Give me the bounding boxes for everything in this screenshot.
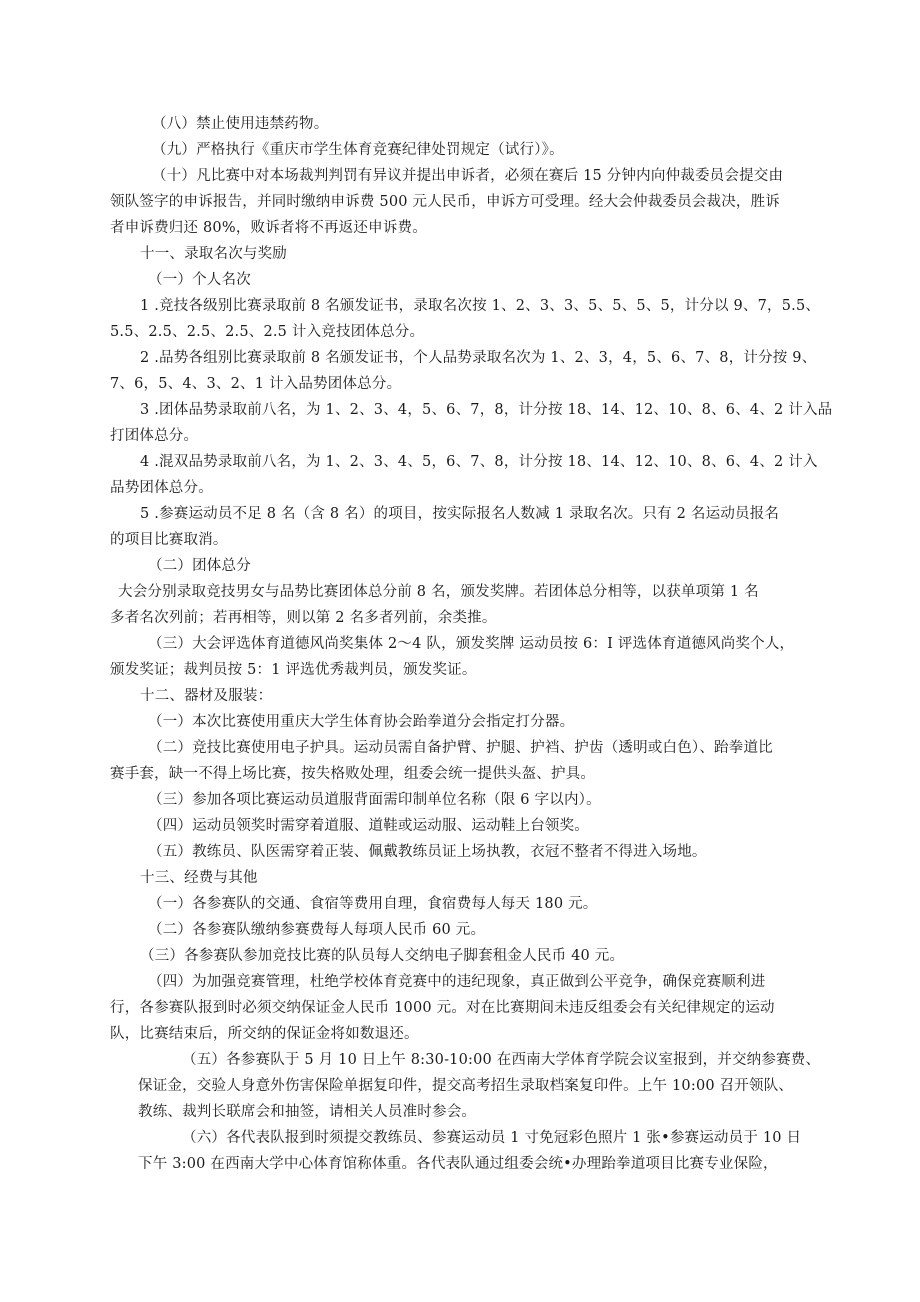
item-10-appeal-line-1: （十）凡比赛中对本场裁判判罚有异议并提出申诉者，必须在赛后 15 分钟内向仲裁委员会提交由 (152, 168, 784, 184)
fees-item-6-line-1: （六）各代表队报到时须提交教练员、参赛运动员 1 寸免冠彩色照片 1 张•参赛运动员于 10 日 (182, 1130, 802, 1146)
subsection-team-score: （二）团体总分 (148, 558, 251, 574)
fees-item-4-line-3: 队，比赛结束后，所交纳的保证金将如数退还。 (110, 1026, 419, 1042)
section-12-heading: 十二、器材及服装： (140, 688, 273, 704)
rule-1-line-2: 5.5、2.5、2.5、2.5、2.5 计入竞技团体总分。 (110, 324, 425, 340)
fees-item-6-line-2: 下午 3:00 在西南大学中心体育馆称体重。各代表队通过组委会统•办理跆拳道项目比赛专业保险， (138, 1156, 778, 1172)
equipment-item-3: （三）参加各项比赛运动员道服背面需印制单位名称（限 6 字以内）。 (148, 792, 601, 808)
equipment-item-5: （五）教练员、队医需穿着正装、佩戴教练员证上场执教，衣冠不整者不得进入场地。 (148, 844, 707, 860)
rule-5-line-1: 5 .参赛运动员不足 8 名（含 8 名）的项目，按实际报名人数减 1 录取名次。只有 2 名运动员报名 (140, 506, 780, 522)
item-9-discipline-rules: （九）严格执行《重庆市学生体育竞赛纪律处罚规定（试行）》。 (152, 142, 564, 158)
fees-item-2: （二）各参赛队缴纳参赛费每人每项人民币 60 元。 (148, 922, 486, 938)
subsection-individual-ranking: （一）个人名次 (148, 272, 251, 288)
item-8-banned-drugs: （八）禁止使用违禁药物。 (152, 116, 329, 132)
sportsmanship-award-line-2: 颁发奖证；裁判员按 5：1 评选优秀裁判员，颁发奖证。 (110, 662, 477, 678)
fees-item-5-line-3: 教练、裁判长联席会和抽签，请相关人员准时参会。 (138, 1104, 477, 1120)
item-10-appeal-line-2: 领队签字的申诉报告，并同时缴纳申诉费 500 元人民币，申诉方可受理。经大会仲裁委员会裁决，胜诉 (110, 194, 780, 210)
rule-2-line-1: 2 .品势各组别比赛录取前 8 名颁发证书，个人品势录取名次为 1、2、3，4，5、6、7、8，计分按 9、 (140, 350, 817, 366)
team-score-line-2: 多者名次列前；若再相等，则以第 2 名多者列前，余类推。 (110, 610, 497, 626)
item-10-appeal-line-3: 者申诉费归还 80%，败诉者将不再返还申诉费。 (110, 220, 427, 236)
rule-2-line-2: 7、6，5、4、3、2、1 计入品势团体总分。 (110, 376, 402, 392)
equipment-item-4: （四）运动员领奖时需穿着道服、道鞋或运动服、运动鞋上台领奖。 (148, 818, 589, 834)
fees-item-1: （一）各参赛队的交通、食宿等费用自理，食宿费每人每天 180 元。 (148, 896, 598, 912)
equipment-item-1: （一）本次比赛使用重庆大学生体育协会跆拳道分会指定打分器。 (148, 714, 575, 730)
fees-item-4-line-1: （四）为加强竞赛管理，杜绝学校体育竞赛中的违纪现象，真正做到公平竞争，确保竞赛顺利进 (148, 974, 766, 990)
rule-3-line-2: 打团体总分。 (110, 428, 199, 444)
sportsmanship-award-line-1: （三）大会评选体育道德风尚奖集体 2～4 队，颁发奖牌 运动员按 6：I 评选体育道德风尚奖个人， (148, 636, 795, 652)
rule-4-line-2: 品势团体总分。 (110, 480, 213, 496)
team-score-line-1: 大会分别录取竞技男女与品势比赛团体总分前 8 名，颁发奖牌。若团体总分相等，以获单项第 1 名 (118, 584, 759, 600)
fees-item-5-line-2: 保证金，交验人身意外伤害保险单据复印件，提交高考招生录取档案复印件。上午 10:00 召开领队、 (138, 1078, 794, 1094)
section-11-heading: 十一、录取名次与奖励 (140, 246, 287, 262)
rule-4-line-1: 4 .混双品势录取前八名，为 1、2、3、4、5，6、7、8，计分按 18、14、12、10、8、6、4、2 计入 (140, 454, 818, 470)
equipment-item-2-line-1: （二）竞技比赛使用电子护具。运动员需自备护臂、护腿、护裆、护齿（透明或白色）、跆拳道比 (148, 740, 773, 756)
fees-item-5-line-1: （五）各参赛队于 5 月 10 日上午 8:30-10:00 在西南大学体育学院会议室报到，并交纳参赛费、 (182, 1052, 821, 1068)
section-13-heading: 十三、经费与其他 (140, 870, 258, 886)
rule-3-line-1: 3 .团体品势录取前八名，为 1、2、3、4，5、6、7，8，计分按 18、14、12、10、8、6、4、2 计入品 (140, 402, 833, 418)
rule-5-line-2: 的项目比赛取消。 (110, 532, 228, 548)
equipment-item-2-line-2: 赛手套，缺一不得上场比赛，按失格败处理，组委会统一提供头盔、护具。 (110, 766, 596, 782)
rule-1-line-1: 1 .竞技各级别比赛录取前 8 名颁发证书，录取名次按 1、2、3、3、5、5、5、5，计分以 9、7，5.5、 (140, 298, 821, 314)
fees-item-4-line-2: 行，各参赛队报到时必须交纳保证金人民币 1000 元。对在比赛期间未违反组委会有关纪律规定的运动 (110, 1000, 775, 1016)
fees-item-3: （三）各参赛队参加竞技比赛的队员每人交纳电子脚套租金人民币 40 元。 (140, 948, 625, 964)
